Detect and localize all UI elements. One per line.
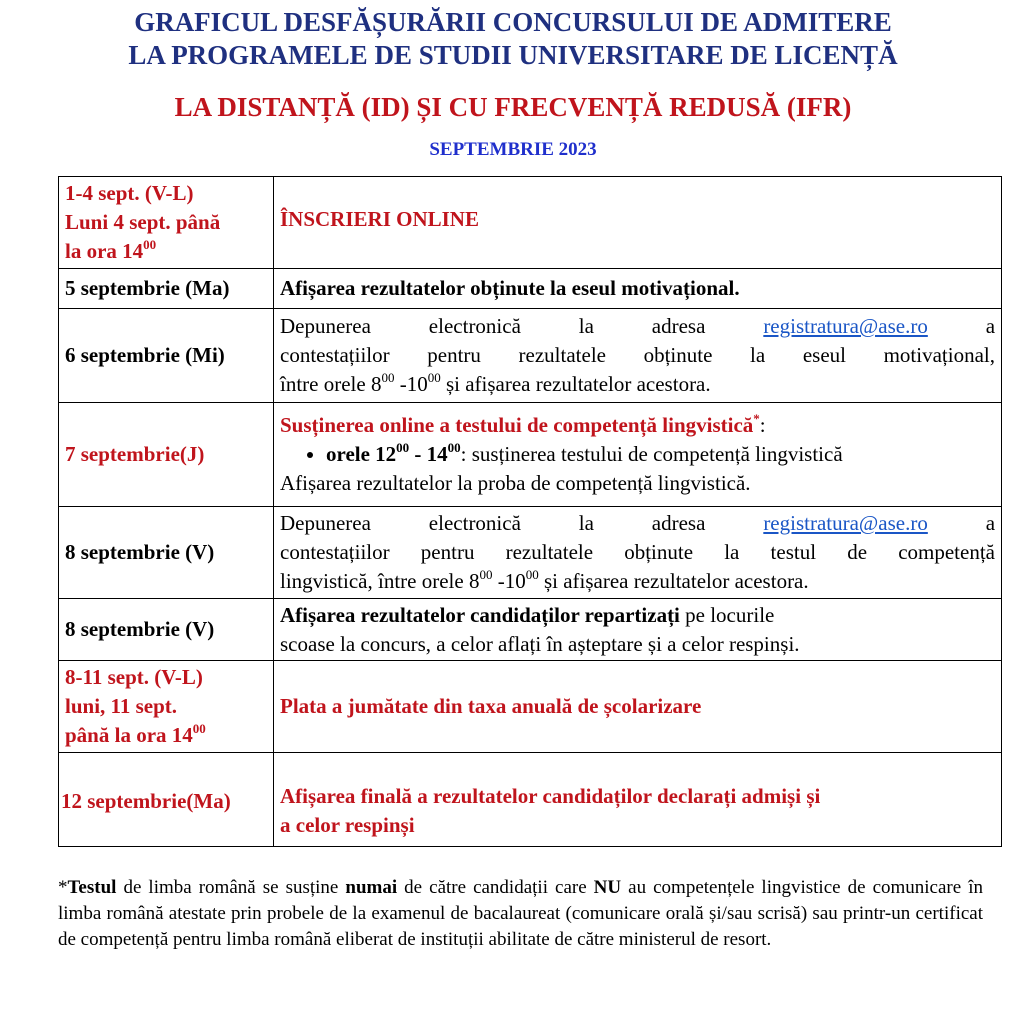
content-line: contestațiilor pentru rezultatele obținute la testul de competență (280, 540, 995, 564)
row-date: 8 septembrie (V) (59, 599, 274, 661)
title-line-2: LA PROGRAMELE DE STUDII UNIVERSITARE DE LICENȚĂ (128, 40, 898, 70)
superscript: * (753, 411, 760, 426)
superscript: 00 (396, 440, 410, 455)
content-text: pe locurile (679, 602, 775, 627)
footnote-bold: Testul (67, 877, 117, 898)
content-text: Afișarea rezultatelor candidaților repartizați (280, 602, 680, 627)
content-line: scoase la concurs, a celor aflați în așteptare și a celor respinși. (280, 631, 800, 656)
row-content: Plata a jumătate din taxa anuală de școlarizare (274, 661, 1002, 753)
footnote-star: * (58, 877, 68, 898)
document-title (0, 6, 1026, 72)
date-text: până la ora 14 (65, 723, 193, 747)
footnote-text: au competențele lingvistice de comunicare în limba română atestate prin probele de la examenul de bacalaureat (comunicare orală și/sau scrisă) sau printr-un certificat de competență pentru limba română eliberat de instituții abilitate de către ministerul de resort. (58, 877, 983, 950)
content-text: și afișarea rezultatelor acestora. (538, 569, 809, 593)
content-text: : susținerea testului de competență lingvistică (460, 442, 843, 466)
date-line: 1-4 sept. (V-L) (65, 181, 194, 205)
footnote-bold: numai (345, 877, 398, 898)
content-line (280, 312, 995, 341)
superscript: 00 (479, 567, 493, 582)
row-content (274, 599, 1002, 661)
content-text: - 14 (409, 442, 448, 466)
content-text: : (759, 413, 766, 437)
email-link[interactable]: registratura@ase.ro (763, 314, 928, 338)
superscript: 00 (192, 721, 206, 736)
row-content (274, 309, 1002, 403)
content-line: Afișarea rezultatelor la proba de competență lingvistică. (280, 471, 751, 495)
table-row (59, 403, 1002, 507)
footnote-text: de limba română se susține (116, 877, 346, 898)
date-line: 8-11 sept. (V-L) (65, 665, 203, 689)
content-line: a celor respinși (280, 812, 415, 837)
superscript: 00 (427, 370, 441, 385)
row-date: 6 septembrie (Mi) (59, 309, 274, 403)
content-text: -10 (492, 569, 526, 593)
content-line: contestațiilor pentru rezultatele obținute la eseul motivațional, (280, 343, 995, 367)
content-text: între orele 8 (280, 372, 382, 396)
superscript: 00 (447, 440, 461, 455)
row-date: 8 septembrie (V) (59, 507, 274, 599)
content-text: Susținerea online a testului de competență lingvistică (280, 413, 754, 437)
list-item (326, 440, 995, 469)
table-row (59, 309, 1002, 403)
row-content (274, 403, 1002, 507)
footnote-text: de către candidații care (397, 877, 594, 898)
date-line: Luni 4 sept. până (65, 210, 221, 234)
document-subtitle: LA DISTANȚĂ (ID) ȘI CU FRECVENȚĂ REDUSĂ (IFR) (174, 92, 852, 122)
date-line (65, 721, 267, 750)
table-row (59, 599, 1002, 661)
content-text: Depunerea electronică la adresa (280, 511, 706, 535)
content-text: și afișarea rezultatelor acestora. (440, 372, 711, 396)
footnote (58, 875, 983, 953)
row-date: 5 septembrie (Ma) (59, 269, 274, 309)
content-text: lingvistică, între orele 8 (280, 569, 480, 593)
title-line-1: GRAFICUL DESFĂȘURĂRII CONCURSULUI DE ADMITERE (134, 7, 892, 37)
date-line (65, 237, 267, 266)
table-row (59, 661, 1002, 753)
content-text: -10 (394, 372, 428, 396)
content-text: a (985, 511, 996, 535)
content-line (280, 567, 995, 596)
row-date: 12 septembrie(Ma) (59, 753, 274, 847)
date-text: la ora 14 (65, 239, 144, 263)
table-row (59, 507, 1002, 599)
document-period: SEPTEMBRIE 2023 (429, 139, 597, 160)
superscript: 00 (381, 370, 395, 385)
content-line (280, 601, 995, 630)
row-date (59, 661, 274, 753)
superscript: 00 (525, 567, 539, 582)
content-line: Afișarea finală a rezultatelor candidaților declarați admiși și (280, 783, 821, 808)
content-line (280, 509, 995, 538)
row-content: Afișarea rezultatelor obținute la eseul motivațional. (274, 269, 1002, 309)
content-text: ÎNSCRIERI ONLINE (280, 207, 479, 231)
table-row (59, 753, 1002, 847)
row-content (274, 177, 1002, 269)
content-line (280, 411, 995, 440)
content-line (280, 370, 995, 399)
schedule-table (58, 176, 1002, 847)
row-content (274, 507, 1002, 599)
row-date (59, 177, 274, 269)
bullet-list (280, 440, 995, 469)
table-row (59, 269, 1002, 309)
superscript: 00 (143, 237, 157, 252)
table-row (59, 177, 1002, 269)
email-link[interactable]: registratura@ase.ro (763, 511, 928, 535)
content-text: a (985, 314, 996, 338)
content-text: Depunerea electronică la adresa (280, 314, 706, 338)
content-text: orele 12 (326, 442, 397, 466)
row-date: 7 septembrie(J) (59, 403, 274, 507)
row-content (274, 753, 1002, 847)
footnote-bold: NU (593, 877, 622, 898)
date-line: luni, 11 sept. (65, 694, 178, 718)
